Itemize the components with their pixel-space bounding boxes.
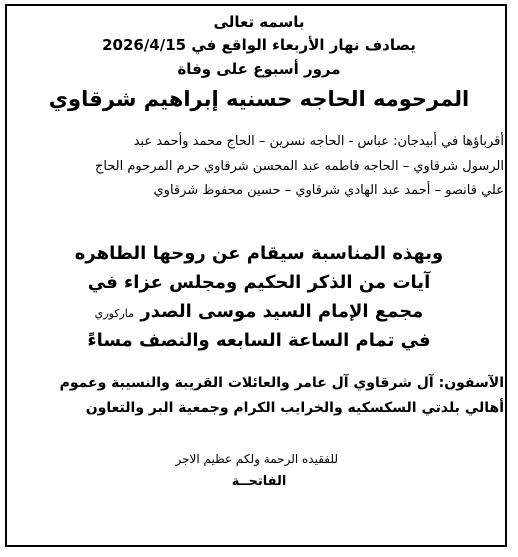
ceremony-line-2: آيات من الذكر الحكيم ومجلس عزاء في (87, 272, 431, 293)
mourners-line-1: الآسفون: آل شرقاوي آل عامر والعائلات القريبة والنسيبة وعموم (59, 375, 504, 391)
ceremony-time: في تمام الساعة السابعه والنصف مساءً (87, 330, 431, 351)
relatives-line-2: الرسول شرقاوي – الحاجه فاطمه عبد المحسن شرقاوي حرم المرحوم الحاج (94, 159, 504, 174)
deceased-name: المرحومه الحاجه حسنيه إبراهيم شرقاوي (48, 87, 470, 111)
relatives-line-1: أقرباؤها في أبيدجان: عباس - الحاجه نسرين – الحاج محمد وأحمد عبد (133, 134, 504, 149)
relatives-line-3: علي قانصو – أحمد عبد الهادي شرقاوي – حسين محفوظ شرقاوي (153, 183, 504, 198)
date-line: يصادف نهار الأربعاء الواقع في 2026/4/15 (102, 36, 416, 54)
ceremony-venue: مجمع الإمام السيد موسى الصدر (140, 301, 424, 322)
condolence-line: للفقيده الرحمة ولكم عظيم الاجر (175, 452, 338, 466)
invocation-heading: باسمه تعالى (213, 13, 305, 31)
ceremony-line-3 (14, 303, 504, 321)
ceremony-venue-location: ماركوري (94, 307, 135, 320)
mourners-line-2: أهالي بلدتي السكسكيه والخرايب الكرام وجمعية البر والتعاون (85, 400, 504, 416)
ceremony-line-1: وبهذه المناسبة سيقام عن روحها الطاهره (74, 243, 444, 264)
occasion-line: مرور أسبوع على وفاة (177, 60, 341, 78)
fatiha-line: الفاتحــة (231, 474, 287, 489)
